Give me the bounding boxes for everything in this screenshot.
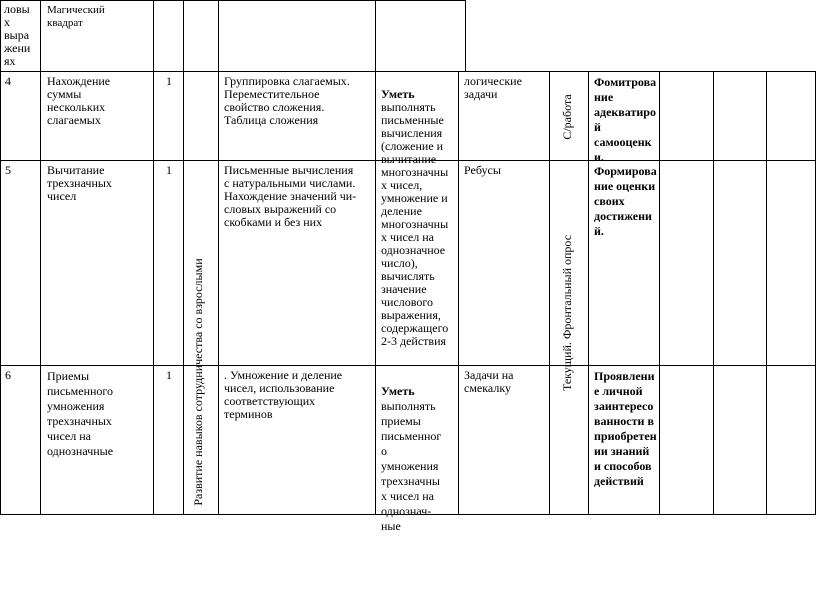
table-border-top [0, 0, 465, 1]
row5-extra: Ребусы [464, 163, 501, 177]
col-line-10 [713, 71, 714, 515]
row-line-4 [0, 71, 816, 72]
row4-skills [381, 75, 459, 348]
row6-extra: Задачи на смекалку [464, 368, 514, 395]
col-line-0 [0, 0, 1, 515]
col-line-2 [153, 0, 154, 515]
top-row-col1-text: ловы х выра жени ях [4, 2, 31, 68]
row6-skills-bold: Уметь [381, 384, 415, 398]
independent-work-vertical-label: С/работа [560, 94, 574, 140]
row5-hours: 1 [166, 163, 172, 177]
row4-number: 4 [5, 74, 11, 88]
col-line-5 [375, 0, 376, 515]
row4-extra: логические задачи [464, 74, 522, 101]
current-oral-survey-vertical-label: Текущий. Фронтальный опрос [560, 234, 574, 392]
row5-personal-results: Формирова ние оценки своих достижени й. [594, 164, 657, 238]
row6-hours: 1 [166, 368, 172, 382]
row4-personal-results: Фомитрова ние адекватиро й самооценк и. [594, 75, 657, 164]
row4-skills-text: выполнять письменные вычисления (сложение и вычитание многозначны х чисел, умножение и деление многозначны х чисел на однозначное число), вычислять значение числового выражения, содержащего 2-3 действия [381, 100, 449, 348]
row6-skills [381, 369, 459, 534]
row6-personal-results: Проявлени е личной заинтересо ванности в приобретен ии знаний и способов действий [594, 369, 657, 488]
row4-content: Группировка слагаемых. Переместительное свойство сложения. Таблица сложения [224, 74, 350, 127]
row-line-6 [0, 365, 816, 366]
row4-hours: 1 [166, 74, 172, 88]
row5-topic: Вычитание трехзначных чисел [47, 163, 112, 203]
col-line-1 [40, 0, 41, 515]
row6-number: 6 [5, 368, 11, 382]
col-line-7 [549, 71, 550, 515]
row6-skills-text: выполнять приемы письменног о умножения трехзначны х чисел на однознач- ные [381, 399, 442, 533]
col-line-6-top [465, 0, 466, 72]
col-line-8 [588, 71, 589, 515]
col-line-3 [183, 0, 184, 515]
row4-topic: Нахождение суммы нескольких слагаемых [47, 74, 111, 127]
col-line-11 [766, 71, 767, 515]
row5-number: 5 [5, 163, 11, 177]
row6-topic: Приемы письменного умножения трехзначных чисел на однозначные [47, 369, 114, 458]
collaboration-skills-vertical-label: Развитие навыков сотрудничества со взрослыми [191, 258, 205, 506]
row6-content: . Умножение и деление чисел, использование соответствующих терминов [224, 368, 343, 421]
row4-skills-bold: Уметь [381, 87, 415, 101]
row5-content: Письменные вычисления с натуральными числами. Нахождение значений чи- словых выражений со скобками и без них [224, 163, 357, 229]
top-row-col2-text: Магический квадрат [47, 4, 105, 29]
col-line-4 [218, 0, 219, 515]
